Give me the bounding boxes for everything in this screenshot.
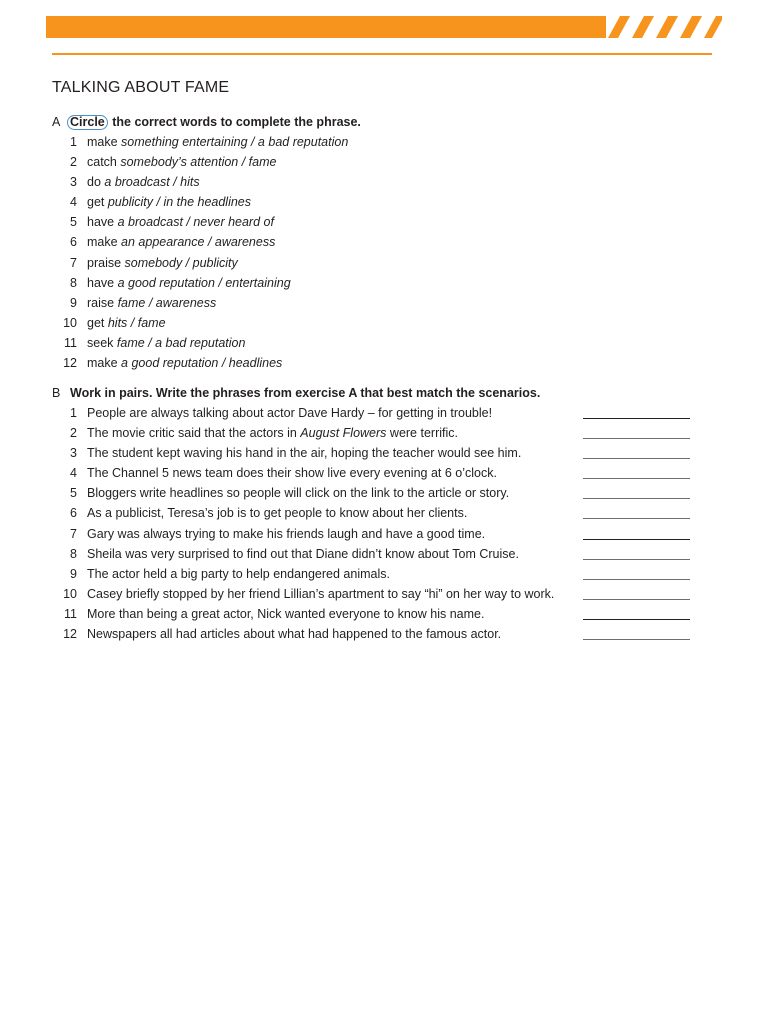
item-number: 11 [64, 606, 77, 621]
item-number: 1 [70, 135, 77, 149]
phrase-verb: catch [87, 155, 121, 170]
item-number: 6 [70, 235, 77, 250]
scenario-text: Casey briefly stopped by her friend Lillian’s apartment to say “hi” on her way to work. [87, 586, 555, 601]
phrase-text [87, 134, 348, 150]
item-number: 2 [70, 426, 77, 441]
phrase-options[interactable]: an appearance / awareness [121, 235, 276, 250]
phrase-verb: seek [87, 335, 117, 350]
list-item [52, 425, 712, 445]
item-number: 5 [70, 486, 77, 501]
list-item [52, 355, 712, 375]
exercise-b-instruction: Work in pairs. Write the phrases from exercise A that best match the scenarios. [70, 386, 541, 400]
item-number: 6 [70, 506, 77, 521]
list-item [52, 546, 712, 566]
banner-stripe [656, 16, 678, 38]
phrase-text [87, 174, 200, 190]
answer-blank[interactable] [583, 559, 690, 560]
scenario-text: The Channel 5 news team does their show live every evening at 6 o’clock. [87, 466, 497, 481]
exercise-a-letter: A [52, 115, 61, 129]
item-number: 7 [70, 526, 77, 541]
exercise-a-list [52, 134, 712, 375]
scenario-text-pre: The movie critic said that the actors in [87, 426, 301, 441]
list-item [52, 626, 712, 646]
scenario-text: The actor held a big party to help endangered animals. [87, 566, 390, 581]
list-item [52, 234, 712, 254]
answer-blank[interactable] [583, 539, 690, 540]
scenario-text-post: were terrific. [386, 426, 458, 441]
phrase-options[interactable]: somebody’s attention / fame [120, 155, 277, 170]
scenario-title: August Flowers [300, 426, 387, 441]
list-item [52, 465, 712, 485]
item-number: 2 [70, 155, 77, 170]
phrase-text [87, 234, 275, 250]
phrase-options[interactable]: fame / a bad reputation [116, 335, 246, 350]
list-item [52, 526, 712, 546]
phrase-text [87, 194, 251, 210]
item-number: 5 [70, 215, 77, 230]
phrase-text [87, 335, 245, 351]
phrase-options[interactable]: a good reputation / entertaining [117, 275, 291, 290]
phrase-verb: get [87, 315, 108, 330]
phrase-options[interactable]: publicity / in the headlines [107, 195, 252, 210]
phrase-options[interactable]: hits / fame [107, 315, 166, 330]
scenario-text: The student kept waving his hand in the air, hoping the teacher would see him. [87, 446, 522, 461]
exercise-a-instruction [70, 114, 361, 130]
scenario-text: Gary was always trying to make his friends laugh and have a good time. [87, 526, 486, 541]
answer-blank[interactable] [583, 518, 690, 519]
phrase-text [87, 315, 166, 331]
item-number: 12 [63, 356, 77, 371]
list-item [52, 405, 712, 425]
list-item [52, 174, 712, 194]
banner-stripe [632, 16, 654, 38]
list-item [52, 134, 712, 154]
phrase-verb: get [87, 195, 108, 210]
list-item [52, 315, 712, 335]
phrase-options[interactable]: something entertaining / a bad reputation [121, 135, 349, 149]
phrase-options[interactable]: a broadcast / never heard of [117, 215, 274, 230]
phrase-verb: have [87, 275, 118, 290]
header-banner [46, 16, 722, 38]
page-title: TALKING ABOUT FAME [52, 79, 230, 96]
answer-blank[interactable] [583, 579, 690, 580]
phrase-verb: make [87, 135, 122, 149]
list-item [52, 445, 712, 465]
item-number: 12 [63, 627, 77, 642]
list-item [52, 295, 712, 315]
answer-blank[interactable] [583, 478, 690, 479]
answer-blank[interactable] [583, 639, 690, 640]
list-item [52, 586, 712, 606]
item-number: 3 [70, 446, 77, 461]
phrase-verb: make [87, 235, 122, 250]
exercise-b-letter: B [52, 386, 61, 400]
list-item [52, 275, 712, 295]
phrase-text [87, 355, 282, 371]
scenario-text: Newspapers all had articles about what had happened to the famous actor. [87, 627, 502, 642]
scenario-text: As a publicist, Teresa’s job is to get people to know about her clients. [87, 506, 468, 521]
scenario-text: Sheila was very surprised to find out that Diane didn’t know about Tom Cruise. [87, 546, 519, 561]
item-number: 8 [70, 275, 77, 290]
list-item [52, 606, 712, 626]
phrase-verb: do [87, 175, 105, 190]
scenario-text [87, 425, 458, 441]
phrase-text [87, 255, 238, 271]
phrase-options[interactable]: fame / awareness [117, 295, 217, 310]
list-item [52, 154, 712, 174]
item-number: 3 [70, 175, 77, 190]
phrase-text [87, 295, 216, 311]
exercise-b-list [52, 405, 712, 646]
list-item [52, 194, 712, 214]
item-number: 9 [70, 295, 77, 310]
answer-blank[interactable] [583, 619, 690, 620]
scenario-text: More than being a great actor, Nick wanted everyone to know his name. [87, 606, 485, 621]
answer-blank[interactable] [583, 599, 690, 600]
item-number: 4 [70, 466, 77, 481]
list-item [52, 214, 712, 234]
item-number: 10 [63, 586, 77, 601]
circle-word: Circle [67, 115, 108, 130]
exercise-a-instruction-text: the correct words to complete the phrase. [108, 115, 361, 129]
item-number: 11 [64, 335, 77, 350]
list-item [52, 566, 712, 586]
list-item [52, 485, 712, 505]
item-number: 9 [70, 566, 77, 581]
item-number: 10 [63, 315, 77, 330]
phrase-text [87, 275, 291, 291]
banner-stripe [704, 16, 722, 38]
phrase-options[interactable]: a broadcast / hits [104, 175, 200, 190]
item-number: 4 [70, 195, 77, 210]
phrase-verb: raise [87, 295, 118, 310]
item-number: 7 [70, 255, 77, 270]
scenario-text: Bloggers write headlines so people will click on the link to the article or story. [87, 486, 510, 501]
answer-blank[interactable] [583, 458, 690, 459]
answer-blank[interactable] [583, 418, 690, 419]
phrase-verb: have [87, 215, 118, 230]
item-number: 1 [70, 406, 77, 420]
phrase-options[interactable]: a good reputation / headlines [121, 356, 283, 371]
header-rule [52, 53, 712, 55]
banner-stripe [680, 16, 702, 38]
item-number: 8 [70, 546, 77, 561]
list-item [52, 505, 712, 525]
phrase-verb: praise [87, 255, 125, 270]
answer-blank[interactable] [583, 498, 690, 499]
phrase-text [87, 214, 274, 230]
phrase-options[interactable]: somebody / publicity [124, 255, 238, 270]
scenario-text: People are always talking about actor Dave Hardy – for getting in trouble! [87, 406, 493, 420]
answer-blank[interactable] [583, 438, 690, 439]
banner-bar [46, 16, 606, 38]
banner-stripe [608, 16, 630, 38]
list-item [52, 335, 712, 355]
phrase-verb: make [87, 356, 122, 371]
phrase-text [87, 154, 276, 170]
list-item [52, 255, 712, 275]
